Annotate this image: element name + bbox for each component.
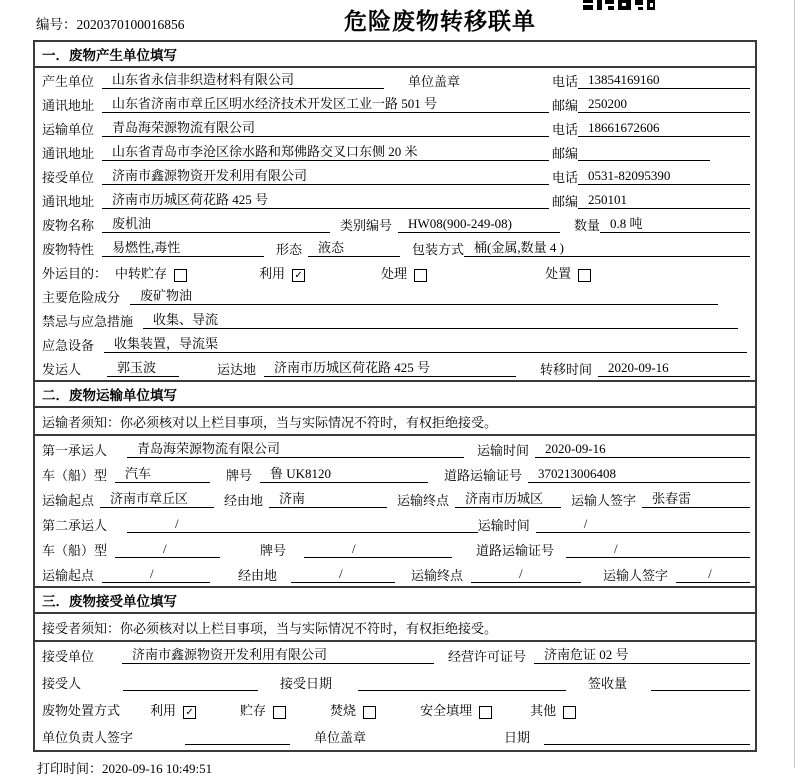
- transfer-time-field: 2020-09-16: [598, 360, 750, 377]
- waste-form-label: 形态: [276, 242, 303, 257]
- producer-address-label: 通讯地址: [42, 98, 95, 113]
- waste-form-field: 液态: [308, 240, 400, 257]
- section-receiver-header: 三．废物接受单位填写: [35, 588, 755, 614]
- route2-via-label: 经由地: [238, 568, 278, 583]
- row-accept-unit: [35, 642, 755, 669]
- disposal-option-use: [150, 703, 196, 718]
- transfer-time-label: 转移时间: [539, 362, 592, 377]
- route2-start-label: 运输起点: [42, 568, 95, 583]
- purpose-label: 外运目的：: [42, 266, 108, 281]
- purpose-dispose-checkbox: [578, 269, 591, 282]
- row-carrier2: [35, 511, 755, 536]
- transporter-label: 运输单位: [42, 122, 95, 137]
- route1-start-field: 济南市章丘区: [100, 491, 214, 508]
- purpose-option-storage-label: 中转贮存: [115, 266, 168, 281]
- print-time-label: 打印时间：: [37, 761, 103, 776]
- disposal-landfill-checkbox: [479, 706, 492, 719]
- disposal-option-storage: [240, 703, 286, 718]
- accept-date-field: [358, 689, 566, 691]
- disposal-option-other-label: 其他: [530, 703, 557, 718]
- row-hazard: [35, 284, 755, 308]
- receiver-phone-field: 0531-82095390: [578, 168, 750, 185]
- route1-sign-label: 运输人签字: [571, 493, 637, 508]
- vehicle2-type-field: /: [115, 541, 220, 558]
- vehicle1-plate-label: 牌号: [226, 468, 253, 483]
- receiver-address-label: 通讯地址: [42, 194, 95, 209]
- row-receiver-address: [35, 188, 755, 212]
- vehicle1-cert-label: 道路运输证号: [444, 468, 523, 483]
- purpose-treat-checkbox: [414, 269, 427, 282]
- purpose-option-treat-label: 处理: [381, 266, 408, 281]
- disposal-option-landfill-label: 安全填埋: [420, 703, 473, 718]
- accept-unit-field: 济南市鑫源物资开发利用有限公司: [122, 647, 434, 664]
- route2-via-field: /: [291, 566, 395, 583]
- disposal-option-burn-label: 焚烧: [330, 703, 357, 718]
- purpose-option-storage: [115, 266, 187, 281]
- route1-end-label: 运输终点: [397, 493, 450, 508]
- carrier1-label: 第一承运人: [42, 443, 108, 458]
- acceptor-label: 接受人: [42, 676, 82, 691]
- row-waste-name: [35, 212, 755, 236]
- transporter-phone-field: 18661672606: [578, 120, 750, 137]
- producer-zip-field: 250200: [578, 96, 750, 113]
- unit-seal-label: 单位盖章: [314, 730, 367, 745]
- row-route1: [35, 486, 755, 511]
- acceptor-name-field: [123, 689, 258, 691]
- disposal-storage-checkbox: [273, 706, 286, 719]
- receiver-zip-field: 250101: [578, 192, 750, 209]
- vehicle1-label: 车（船）型: [42, 468, 108, 483]
- row-transporter-address: [35, 140, 755, 164]
- disposal-option-landfill: [420, 703, 492, 718]
- waste-qty-field: 0.8 吨: [600, 216, 750, 233]
- vehicle1-plate-field: 鲁 UK8120: [260, 466, 428, 483]
- purpose-option-use: [259, 266, 305, 281]
- transporter-address-field: 山东省青岛市李沧区徐水路和郑佛路交叉口东侧 20 米: [102, 144, 549, 161]
- transfer-manifest-form: [33, 40, 757, 752]
- disposal-option-storage-label: 贮存: [240, 703, 267, 718]
- purpose-storage-checkbox: [174, 269, 187, 282]
- carrier2-field: /: [127, 516, 478, 533]
- signed-amount-label: 签收量: [588, 676, 628, 691]
- purpose-use-checkbox: ✓: [292, 269, 305, 282]
- disposal-option-other: [530, 703, 576, 718]
- section-producer: [35, 42, 755, 380]
- document-header: [0, 0, 796, 40]
- route1-end-field: 济南市历城区: [455, 491, 561, 508]
- sign-date-field: [544, 743, 750, 745]
- waste-property-label: 废物特性: [42, 242, 95, 257]
- qr-code-fragment: [583, 0, 655, 10]
- vehicle2-label: 车（船）型: [42, 543, 108, 558]
- row-vehicle1: [35, 461, 755, 486]
- carrier2-label: 第二承运人: [42, 518, 108, 533]
- disposal-other-checkbox: [563, 706, 576, 719]
- waste-name-label: 废物名称: [42, 218, 95, 233]
- receiver-zip-label: 邮编: [551, 194, 578, 209]
- accept-date-label: 接受日期: [280, 676, 333, 691]
- page-title: 危险废物转移联单: [344, 8, 536, 34]
- row-disposal: [35, 696, 755, 723]
- serial-number: 2020370100016856: [76, 17, 185, 32]
- disposal-option-use-label: 利用: [150, 703, 177, 718]
- shipper-field: 郭玉波: [107, 360, 179, 377]
- waste-qty-label: 数量: [574, 218, 601, 233]
- carrier1-time-field: 2020-09-16: [535, 441, 750, 458]
- waste-name-field: 废机油: [102, 216, 330, 233]
- row-vehicle2: [35, 536, 755, 561]
- route2-sign-field: /: [676, 566, 750, 583]
- row-taboo: [35, 308, 755, 332]
- disposal-label: 废物处置方式: [42, 703, 121, 718]
- packing-field: 桶(金属,数量 4 ): [464, 240, 750, 257]
- sign-date-label: 日期: [504, 730, 531, 745]
- producer-seal-label: 单位盖章: [408, 74, 461, 89]
- waste-property-field: 易燃性,毒性: [102, 240, 264, 257]
- producer-field: 山东省永信非织造材料有限公司: [102, 72, 384, 89]
- transporter-field: 青岛海荣源物流有限公司: [102, 120, 549, 137]
- row-producer: [35, 68, 755, 92]
- section-receiver: [35, 586, 755, 750]
- row-equipment: [35, 332, 755, 356]
- vehicle2-cert-field: /: [566, 541, 750, 558]
- row-route2: [35, 561, 755, 586]
- producer-label: 产生单位: [42, 74, 95, 89]
- row-acceptor: [35, 669, 755, 696]
- purpose-option-dispose: [545, 266, 591, 281]
- section-producer-header: 一．废物产生单位填写: [35, 42, 755, 68]
- section-transport: [35, 380, 755, 586]
- receiver-phone-label: 电话: [551, 170, 578, 185]
- carrier2-time-label: 运输时间: [477, 518, 530, 533]
- route1-start-label: 运输起点: [42, 493, 95, 508]
- disposal-option-burn: [330, 703, 376, 718]
- equipment-label: 应急设备: [42, 338, 95, 353]
- row-purpose: [35, 260, 755, 284]
- row-carrier1: [35, 436, 755, 461]
- receiver-label: 接受单位: [42, 170, 95, 185]
- carrier1-time-label: 运输时间: [476, 443, 529, 458]
- vehicle1-type-field: 汽车: [115, 466, 210, 483]
- destination-field: 济南市历城区荷花路 425 号: [264, 360, 516, 377]
- destination-label: 运达地: [217, 362, 257, 377]
- waste-category-field: HW08(900-249-08): [398, 216, 560, 233]
- vehicle2-plate-field: /: [304, 541, 452, 558]
- shipper-label: 发运人: [42, 362, 82, 377]
- license-label: 经营许可证号: [448, 649, 527, 664]
- producer-address-field: 山东省济南市章丘区明水经济技术开发区工业一路 501 号: [102, 96, 549, 113]
- route1-via-field: 济南: [269, 491, 387, 508]
- route2-end-label: 运输终点: [411, 568, 464, 583]
- disposal-burn-checkbox: [363, 706, 376, 719]
- producer-zip-label: 邮编: [551, 98, 578, 113]
- transporter-phone-label: 电话: [551, 122, 578, 137]
- disposal-use-checkbox: ✓: [183, 706, 196, 719]
- producer-phone-label: 电话: [551, 74, 578, 89]
- transporter-address-label: 通讯地址: [42, 146, 95, 161]
- hazard-field: 废矿物油: [130, 288, 718, 305]
- taboo-label: 禁忌与应急措施: [42, 314, 134, 329]
- row-producer-address: [35, 92, 755, 116]
- hazard-label: 主要危险成分: [42, 290, 121, 305]
- route1-sign-field: 张春雷: [642, 491, 750, 508]
- receiver-address-field: 济南市历城区荷花路 425 号: [102, 192, 549, 209]
- row-receiver: [35, 164, 755, 188]
- packing-label: 包装方式: [412, 242, 465, 257]
- purpose-option-use-label: 利用: [259, 266, 286, 281]
- producer-phone-field: 13854169160: [578, 72, 750, 89]
- row-shipper: [35, 356, 755, 380]
- carrier2-time-field: /: [536, 516, 750, 533]
- receiver-notice: 接受者须知：你必须核对以上栏目事项，当与实际情况不符时，有权拒绝接受。: [35, 614, 755, 642]
- accept-unit-label: 接受单位: [42, 649, 95, 664]
- row-waste-property: [35, 236, 755, 260]
- responsible-sign-label: 单位负责人签字: [42, 730, 134, 745]
- purpose-option-dispose-label: 处置: [545, 266, 572, 281]
- transporter-zip-label: 邮编: [551, 146, 578, 161]
- vehicle1-cert-field: 370213006408: [528, 466, 750, 483]
- serial-label: 编号：: [36, 17, 77, 32]
- taboo-field: 收集、导流: [143, 312, 738, 329]
- responsible-sign-field: [185, 743, 290, 745]
- section-transport-header: 二．废物运输单位填写: [35, 382, 755, 408]
- carrier1-field: 青岛海荣源物流有限公司: [127, 441, 464, 458]
- license-field: 济南危证 02 号: [534, 647, 750, 664]
- transport-notice: 运输者须知：你必须核对以上栏目事项，当与实际情况不符时，有权拒绝接受。: [35, 408, 755, 436]
- vehicle2-cert-label: 道路运输证号: [476, 543, 555, 558]
- row-transporter: [35, 116, 755, 140]
- route2-sign-label: 运输人签字: [603, 568, 669, 583]
- print-time-value: 2020-09-16 10:49:51: [102, 761, 213, 776]
- route2-end-field: /: [471, 566, 581, 583]
- waste-category-label: 类别编号: [340, 218, 393, 233]
- route2-start-field: /: [102, 566, 210, 583]
- route1-via-label: 经由地: [224, 493, 264, 508]
- equipment-field: 收集装置，导流渠: [104, 336, 747, 353]
- vehicle2-plate-label: 牌号: [260, 543, 287, 558]
- page-right-edge: [794, 0, 795, 768]
- receiver-field: 济南市鑫源物资开发利用有限公司: [102, 168, 549, 185]
- purpose-option-treat: [381, 266, 427, 281]
- row-signature: [35, 723, 755, 750]
- transporter-zip-field: [578, 159, 710, 161]
- signed-amount-field: [651, 689, 750, 691]
